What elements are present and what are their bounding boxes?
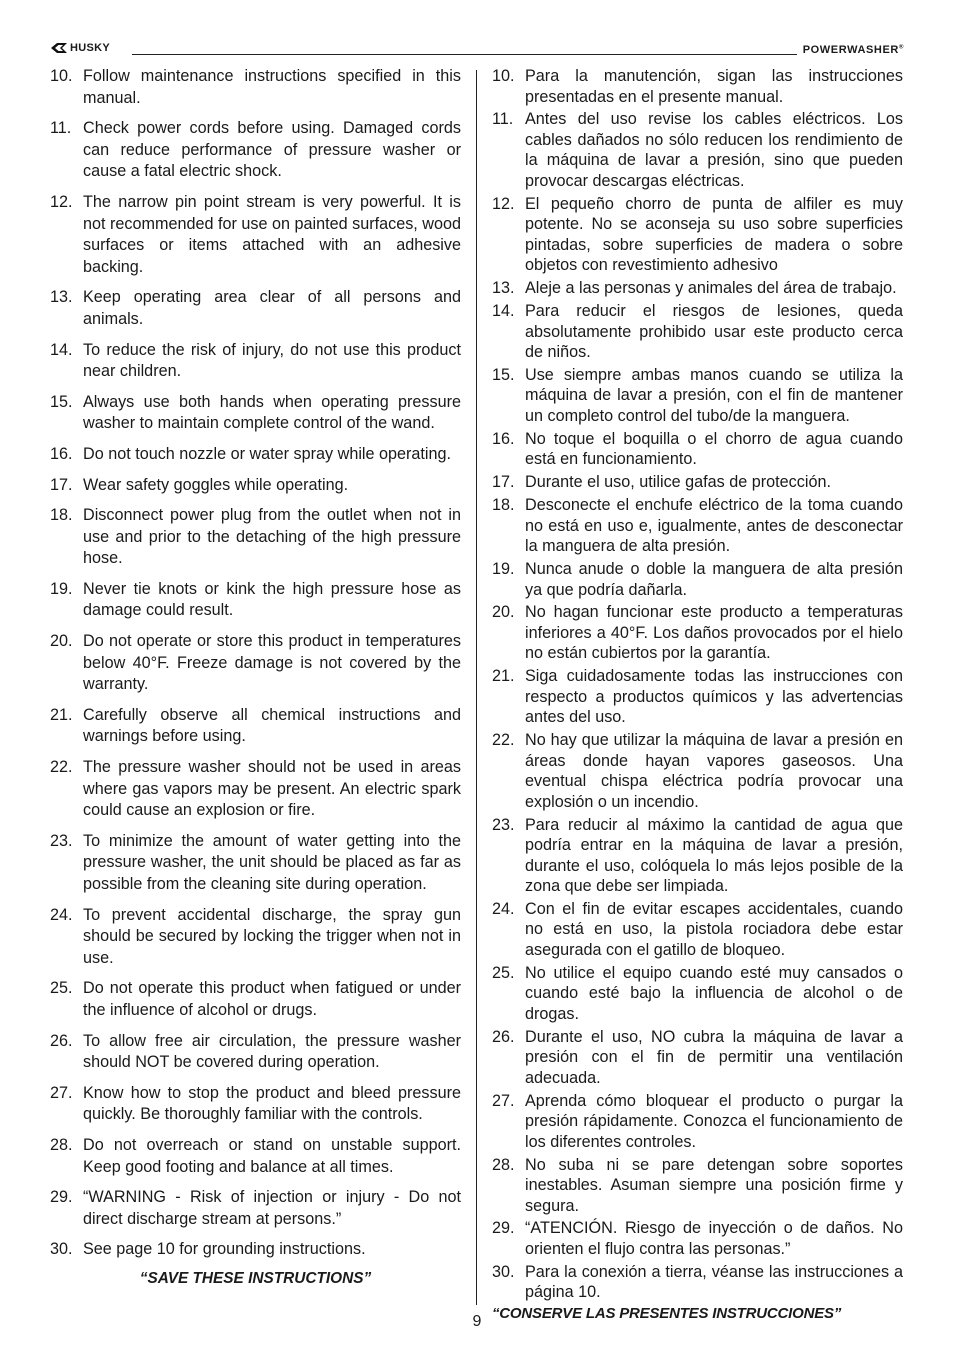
item-text: No suba ni se pare detengan sobre soportes inestables. Asuman siempre una posición firme y segura.	[525, 1155, 903, 1215]
list-item	[50, 579, 461, 622]
item-text: The pressure washer should not be used in areas where gas vapors may be present. An electric spark could cause an explosion or fire.	[83, 758, 461, 820]
item-text: Carefully observe all chemical instructions and warnings before using.	[83, 705, 461, 746]
list-item	[492, 602, 903, 664]
item-number: 13.	[492, 279, 515, 298]
item-text: To prevent accidental discharge, the spray gun should be secured by locking the trigger when not in use.	[83, 905, 461, 967]
item-text: Con el fin de evitar escapes accidentales, cuando no está en uso, la pistola rociadora debe estar asegurada con el gatillo de bloqueo.	[525, 899, 903, 959]
item-text: Do not operate this product when fatigued or under the influence of alcohol or drugs.	[83, 979, 461, 1019]
item-number: 12.	[50, 192, 73, 211]
item-number: 25.	[50, 979, 73, 998]
item-number: 29.	[50, 1188, 73, 1207]
husky-logo	[50, 42, 110, 54]
item-number: 20.	[492, 603, 515, 622]
list-item	[50, 831, 461, 896]
list-item	[492, 109, 903, 191]
english-column	[50, 66, 461, 1288]
item-number: 22.	[50, 758, 73, 777]
item-text: Follow maintenance instructions specified in this manual.	[83, 67, 461, 107]
list-item	[492, 66, 903, 107]
item-text: Always use both hands when operating pressure washer to maintain complete control of the wand.	[83, 392, 461, 433]
list-item	[492, 278, 903, 299]
list-item	[50, 340, 461, 383]
list-item	[492, 899, 903, 961]
item-text: El pequeño chorro de punta de alfiler es muy potente. No se aconseja su uso sobre superficies pintadas, sobre superficies de madera o sobre objetos con revestimiento adhesivo	[525, 194, 903, 275]
item-text: Para la conexión a tierra, véanse las instrucciones a página 10.	[525, 1262, 903, 1302]
page-header	[50, 42, 904, 58]
item-number: 24.	[50, 905, 73, 924]
item-number: 14.	[492, 302, 515, 321]
list-item	[50, 1083, 461, 1126]
spanish-instruction-list	[492, 66, 903, 1303]
list-item	[50, 905, 461, 970]
item-text: To allow free air circulation, the pressure washer should NOT be covered during operation.	[83, 1031, 461, 1072]
item-number: 11.	[492, 110, 514, 129]
list-item	[492, 194, 903, 276]
item-number: 15.	[50, 392, 73, 411]
list-item	[492, 963, 903, 1025]
item-text: Check power cords before using. Damaged cords can reduce performance of pressure washer or cause a fatal electric shock.	[83, 119, 461, 181]
list-item	[50, 66, 461, 109]
item-number: 24.	[492, 899, 515, 918]
item-text: No utilice el equipo cuando esté muy cansados o cuando esté bajo la influencia de alcohol o de drogas.	[525, 963, 903, 1023]
list-item	[50, 757, 461, 822]
item-number: 26.	[50, 1031, 73, 1050]
item-text: Wear safety goggles while operating.	[83, 475, 349, 494]
list-item	[50, 392, 461, 435]
item-number: 16.	[492, 429, 515, 448]
registered-mark: ®	[898, 44, 904, 51]
item-text: Para reducir al máximo la cantidad de agua que podría entrar en la máquina de lavar a presión, durante el uso, colóquela lo más lejos posible de la zona que debe ser limpiada.	[525, 815, 903, 896]
list-item	[50, 1239, 461, 1261]
item-number: 10.	[492, 67, 515, 85]
item-number: 25.	[492, 963, 515, 982]
item-number: 30.	[492, 1262, 515, 1281]
list-item	[492, 1027, 903, 1089]
list-item	[50, 705, 461, 748]
item-text: Antes del uso revise los cables eléctricos. Los cables dañados no sólo reducen los rendimiento de la máquina de lavar a presión, sino que pueden provocar descargas eléctricas.	[525, 110, 903, 190]
item-text: Durante el uso, NO cubra la máquina de lavar a presión con el fin de permitir una ventilación adecuada.	[525, 1027, 903, 1087]
item-number: 12.	[492, 194, 515, 213]
item-text: No hagan funcionar este producto a temperaturas inferiores a 40°F. Los daños provocados por el hielo no están cubiertos por la garantía.	[525, 603, 903, 663]
list-item	[50, 631, 461, 696]
item-number: 28.	[50, 1135, 73, 1154]
item-text: “ATENCIÓN. Riesgo de inyección o de daños. No orienten el flujo contra las personas.”	[525, 1219, 903, 1258]
list-item	[50, 505, 461, 570]
list-item	[492, 1218, 903, 1259]
list-item	[50, 118, 461, 183]
page-number: 9	[472, 1313, 482, 1330]
item-text: Do not touch nozzle or water spray while operating.	[83, 444, 452, 463]
list-item	[492, 1155, 903, 1217]
list-item	[50, 192, 461, 278]
header-rule	[132, 54, 894, 55]
item-text: To minimize the amount of water getting into the pressure washer, the unit should be placed as far as possible from the cleaning site during operation.	[83, 831, 461, 893]
item-text: Know how to stop the product and bleed pressure quickly. Be thoroughly familiar with the controls.	[83, 1083, 461, 1124]
item-number: 10.	[50, 67, 73, 85]
item-number: 18.	[50, 506, 73, 525]
item-text: Para reducir el riesgos de lesiones, queda absolutamente prohibido usar este producto cerca de niños.	[525, 302, 903, 362]
item-number: 18.	[492, 496, 515, 515]
item-number: 17.	[50, 475, 73, 494]
list-item	[50, 1135, 461, 1178]
item-text: Durante el uso, utilice gafas de protección.	[525, 473, 831, 492]
item-number: 26.	[492, 1027, 515, 1046]
item-number: 29.	[492, 1219, 515, 1238]
item-number: 30.	[50, 1240, 73, 1259]
item-number: 22.	[492, 731, 515, 750]
list-item	[492, 815, 903, 897]
item-text: The narrow pin point stream is very powerful. It is not recommended for use on painted surfaces, wood surfaces or items attached with an adhesive backing.	[83, 192, 461, 276]
item-number: 21.	[492, 667, 515, 686]
spanish-column	[492, 66, 903, 1322]
item-text: Siga cuidadosamente todas las instrucciones con respecto a productos químicos y las advertencias antes del uso.	[525, 667, 903, 727]
english-instruction-list	[50, 66, 461, 1261]
item-number: 15.	[492, 365, 515, 384]
item-number: 27.	[492, 1091, 515, 1110]
item-text: See page 10 for grounding instructions.	[83, 1240, 366, 1259]
item-number: 28.	[492, 1155, 515, 1174]
list-item	[50, 1187, 461, 1230]
list-item	[492, 472, 903, 493]
item-text: “WARNING - Risk of injection or injury - Do not direct discharge stream at persons.”	[83, 1188, 461, 1228]
item-text: Do not operate or store this product in temperatures below 40°F. Freeze damage is not covered by the warranty.	[83, 632, 461, 694]
item-number: 17.	[492, 473, 515, 492]
husky-logo-icon	[50, 42, 68, 54]
list-item	[492, 559, 903, 600]
item-text: Desconecte el enchufe eléctrico de la toma cuando no está en uso e, igualmente, antes de desconectar la manguera de alta presión.	[525, 496, 903, 556]
item-text: No hay que utilizar la máquina de lavar a presión en áreas donde hayan vapores gaseosos. Una eventual chispa eléctrica podría provocar una explosión o un incendio.	[525, 731, 903, 811]
list-item	[492, 429, 903, 470]
item-number: 11.	[50, 119, 72, 138]
brand-text: POWERWASHER	[802, 44, 899, 56]
item-number: 19.	[492, 560, 515, 579]
list-item	[492, 495, 903, 557]
item-number: 23.	[492, 815, 515, 834]
item-number: 27.	[50, 1083, 73, 1102]
list-item	[50, 978, 461, 1021]
brand-name	[797, 44, 904, 56]
list-item	[492, 1262, 903, 1303]
list-item	[492, 730, 903, 812]
item-text: Nunca anude o doble la manguera de alta presión ya que podría dañarla.	[525, 560, 903, 599]
item-number: 23.	[50, 831, 73, 850]
item-number: 19.	[50, 579, 73, 598]
list-item	[50, 444, 461, 466]
item-number: 21.	[50, 705, 73, 724]
spanish-closing: “CONSERVE LAS PRESENTES INSTRUCCIONES”	[492, 1305, 842, 1323]
item-text: Do not overreach or stand on unstable support. Keep good footing and balance at all times.	[83, 1135, 461, 1176]
list-item	[50, 287, 461, 330]
item-number: 20.	[50, 632, 73, 651]
list-item	[492, 301, 903, 363]
list-item	[50, 475, 461, 497]
item-text: Disconnect power plug from the outlet when not in use and prior to the detaching of the high pressure hose.	[83, 506, 461, 568]
item-text: Keep operating area clear of all persons and animals.	[83, 288, 461, 328]
list-item	[50, 1031, 461, 1074]
list-item	[492, 365, 903, 427]
logo-text: HUSKY	[70, 42, 111, 54]
english-closing: “SAVE THESE INSTRUCTIONS”	[139, 1269, 372, 1287]
item-number: 13.	[50, 288, 73, 307]
item-text: Aprenda cómo bloquear el producto o purgar la presión rápidamente. Conozca el funcionamiento de los diferentes controles.	[525, 1091, 903, 1151]
item-text: Use siempre ambas manos cuando se utiliza la máquina de lavar a presión, con el fin de mantener un completo control del tubo/de la manguera.	[525, 365, 903, 425]
list-item	[492, 666, 903, 728]
item-text: No toque el boquilla o el chorro de agua cuando está en funcionamiento.	[525, 429, 903, 469]
item-text: Para la manutención, sigan las instrucciones presentadas en el presente manual.	[525, 67, 903, 106]
item-text: Never tie knots or kink the high pressure hose as damage could result.	[83, 579, 461, 620]
item-text: To reduce the risk of injury, do not use this product near children.	[83, 340, 461, 381]
item-number: 16.	[50, 444, 73, 463]
list-item	[492, 1091, 903, 1153]
item-number: 14.	[50, 340, 73, 359]
item-text: Aleje a las personas y animales del área de trabajo.	[525, 279, 897, 298]
column-divider	[476, 70, 477, 1305]
